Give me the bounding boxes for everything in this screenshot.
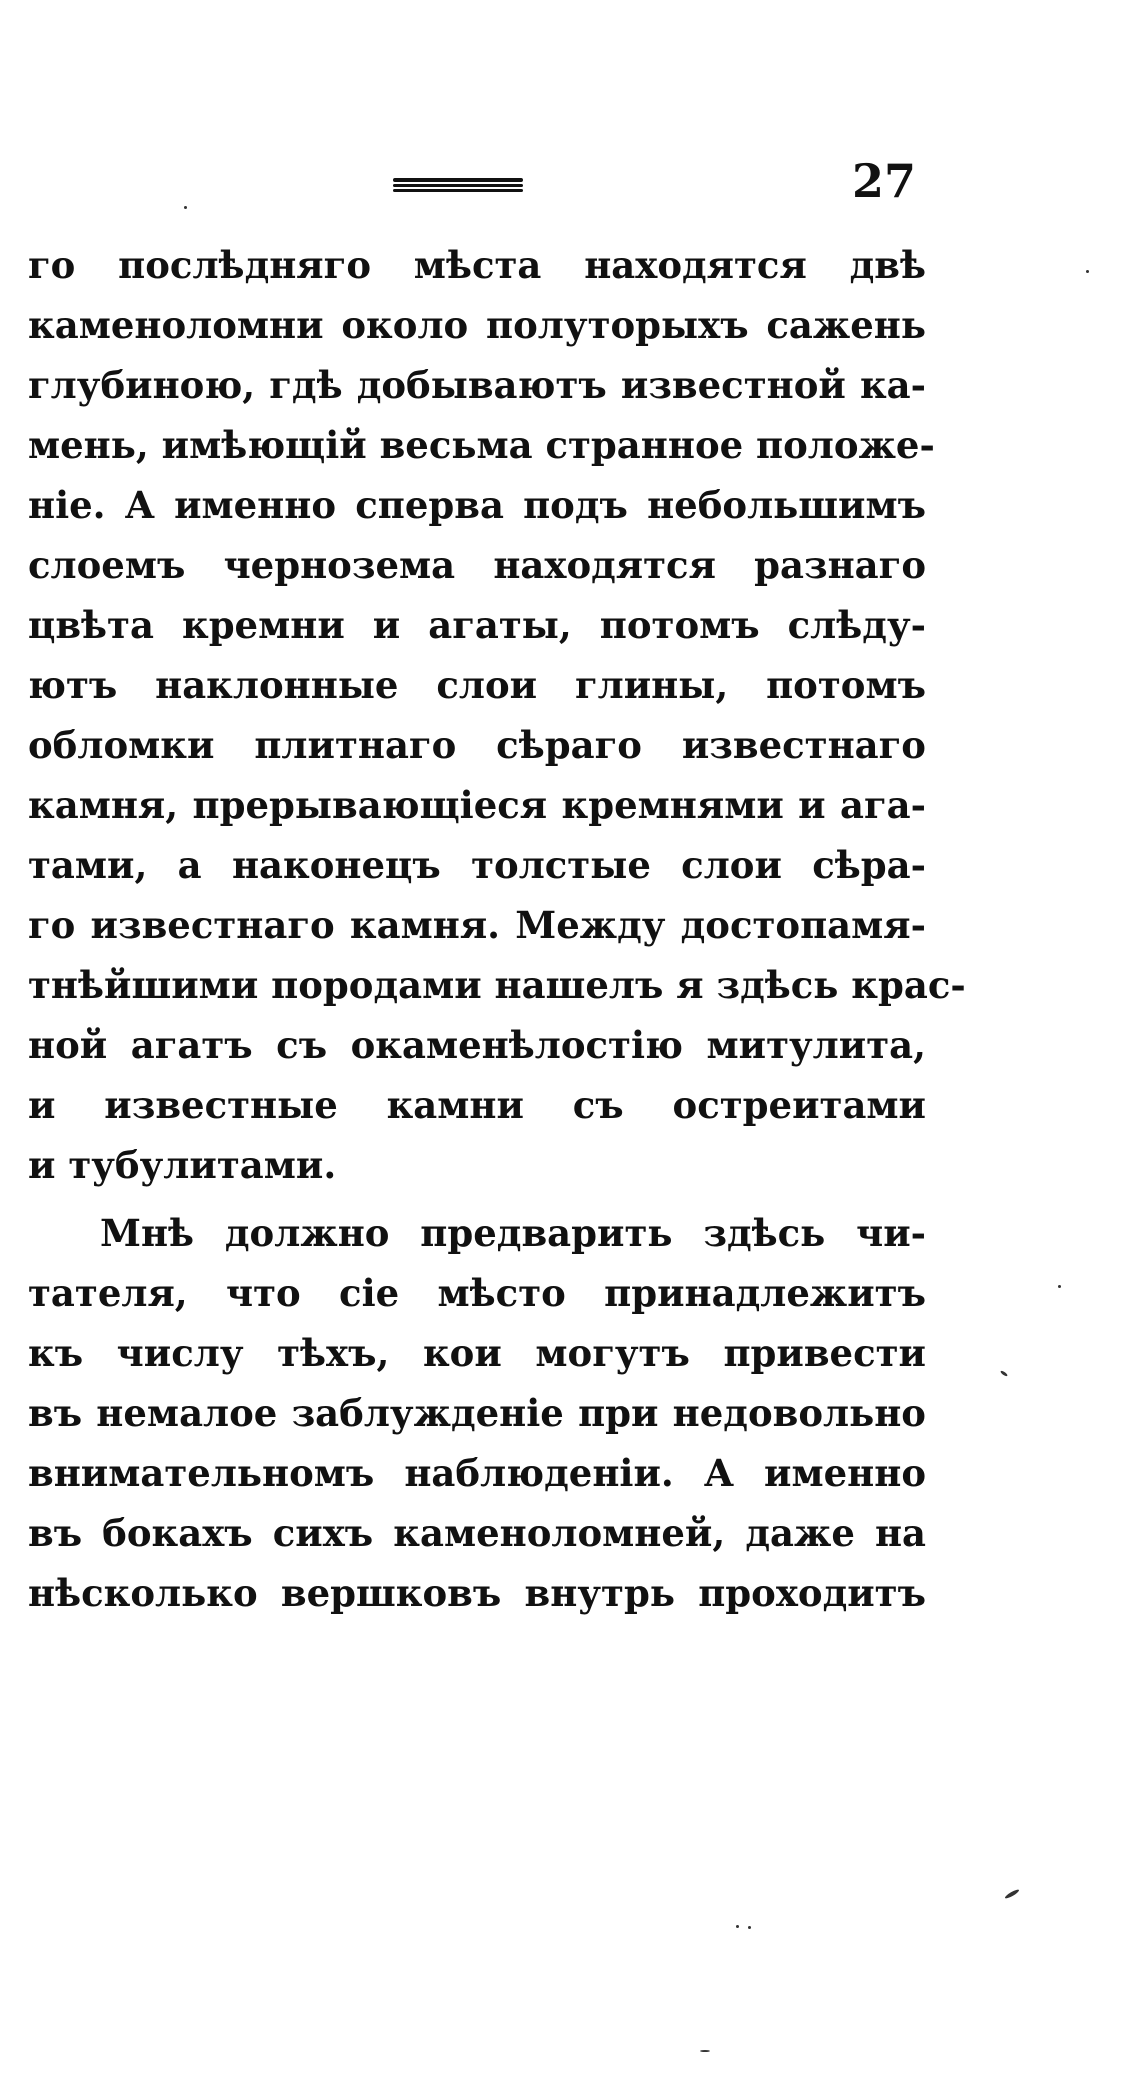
text-line: тателя, что сіе мѣсто принадлежитъ: [28, 1271, 926, 1315]
scan-speck: [184, 206, 187, 209]
text-line: и известные камни съ остреитами: [28, 1083, 926, 1127]
text-line: къ числу тѣхъ, кои могутъ привести: [28, 1331, 926, 1375]
scan-speck: [748, 1926, 751, 1929]
text-line: слоемъ чернозема находятся разнаго: [28, 543, 926, 587]
scan-speck: [1004, 1888, 1020, 1899]
scan-speck: [1058, 1285, 1061, 1288]
page-number: 27: [852, 154, 917, 208]
header-rule: [393, 178, 523, 192]
text-line: въ немалое заблужденіе при недовольно: [28, 1391, 926, 1435]
text-line: цвѣта кремни и агаты, потомъ слѣду-: [28, 603, 926, 647]
text-line: Мнѣ должно предварить здѣсь чи-: [100, 1211, 926, 1255]
text-line: въ бокахъ сихъ каменоломней, даже на: [28, 1511, 926, 1555]
text-line: и тубулитами.: [28, 1143, 337, 1187]
text-line: камня, прерывающіеся кремнями и ага-: [28, 783, 926, 827]
scan-speck: [1086, 270, 1089, 273]
text-line: ніе. А именно сперва подъ небольшимъ: [28, 483, 926, 527]
text-line: го известнаго камня. Между достопамя-: [28, 903, 926, 947]
scan-speck: [1000, 1370, 1008, 1377]
text-line: каменоломни около полуторыхъ сажень: [28, 303, 926, 347]
text-line: внимательномъ наблюденіи. А именно: [28, 1451, 926, 1495]
text-line: мень, имѣющій весьма странное положе-: [28, 423, 935, 467]
text-line: глубиною, гдѣ добываютъ известной ка-: [28, 363, 926, 407]
text-line: тнѣйшими породами нашелъ я здѣсь крас-: [28, 963, 966, 1007]
scan-speck: [700, 2050, 710, 2052]
text-line: ютъ наклонные слои глины, потомъ: [28, 663, 926, 707]
text-line: обломки плитнаго сѣраго известнаго: [28, 723, 926, 767]
text-line: нѣсколько вершковъ внутрь проходитъ: [28, 1571, 926, 1615]
scan-speck: [736, 1925, 739, 1928]
text-line: тами, а наконецъ толстые слои сѣра-: [28, 843, 926, 887]
text-line: ной агатъ съ окаменѣлостію митулита,: [28, 1023, 926, 1067]
text-line: го послѣдняго мѣста находятся двѣ: [28, 243, 926, 287]
